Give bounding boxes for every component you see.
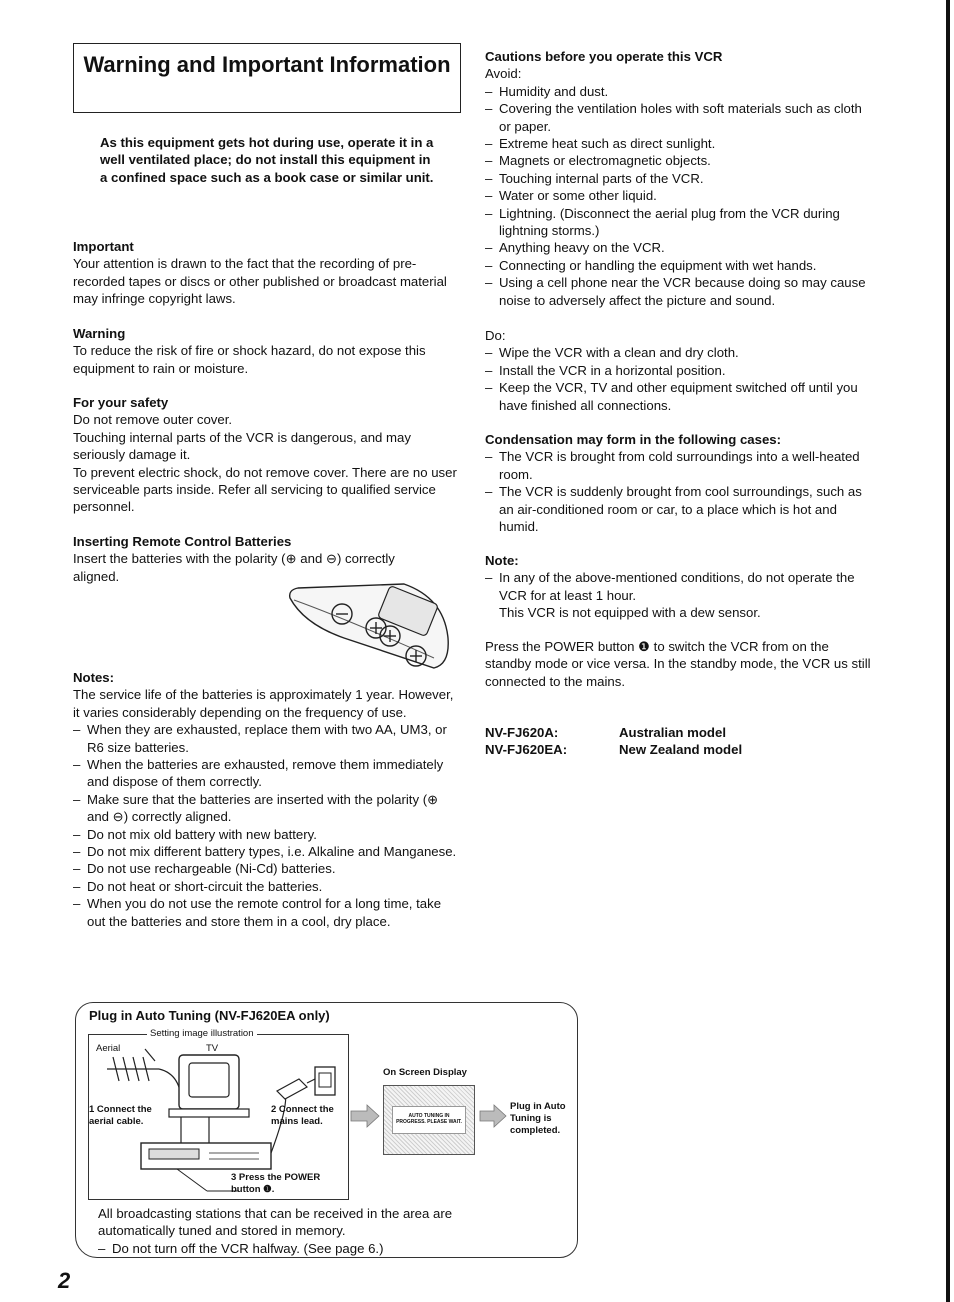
list-item: – When they are exhausted, replace them with two AA, UM3, or R6 size batteries. [73,721,463,756]
model-name: New Zealand model [619,742,743,758]
auto-tuning-box [75,1002,578,1258]
tv-label: TV [206,1043,219,1054]
do-label: Do: [485,328,506,343]
title-box [73,43,461,113]
list-item: – The VCR is suddenly brought from cool surroundings, such as an air-conditioned room or car, to a place which is hot and humid. [485,483,877,535]
step-press-power: 3 Press the POWER button ❶. [231,1172,321,1195]
list-item: – Do not turn off the VCR halfway. (See page 6.) [98,1240,478,1257]
remote-control-illustration [284,578,454,674]
on-screen-display [383,1085,475,1155]
list-item: – Using a cell phone near the VCR because doing so may cause noise to adversely affect the picture and sound. [485,274,877,309]
cautions-heading: Cautions before you operate this VCR [485,49,723,64]
warning-text: To reduce the risk of fire or shock hazard, do not expose this equipment to rain or moisture. [73,343,426,376]
step-connect-mains: 2 Connect the mains lead. [271,1104,334,1127]
batteries-heading: Inserting Remote Control Batteries [73,534,292,549]
warning-heading: Warning [73,326,126,341]
list-item: – Covering the ventilation holes with soft materials such as cloth or paper. [485,100,877,135]
osd-message: AUTO TUNING IN PROGRESS. PLEASE WAIT. [392,1106,466,1134]
list-item: – The VCR is brought from cold surroundings into a well-heated room. [485,448,877,483]
note-extra: This VCR is not equipped with a dew sensor. [499,605,761,621]
auto-tuning-title: Plug in Auto Tuning (NV-FJ620EA only) [89,1008,330,1023]
list-item: – Do not mix old battery with new battery. [73,826,463,843]
important-section [73,238,463,308]
condensation-heading: Condensation may form in the following cases: [485,432,782,447]
list-item: – Anything heavy on the VCR. [485,239,877,256]
arrow-right-icon [349,1103,381,1129]
batteries-text: Insert the batteries with the polarity (⊕ and ⊖) correctly aligned. [73,551,395,584]
arrow-right-icon [478,1103,508,1129]
note-heading: Note: [485,553,519,568]
model-code: NV-FJ620EA: [485,742,568,758]
condensation-section [485,431,877,535]
safety-heading: For your safety [73,395,169,410]
notes-heading: Notes: [73,670,115,685]
safety-section [73,394,463,516]
tuning-completed-text: Plug in Auto Tuning is completed. [510,1101,566,1136]
notes-section [73,669,463,930]
note-section [485,552,877,622]
list-item: – Lightning. (Disconnect the aerial plug from the VCR during lightning storms.) [485,205,877,240]
page-edge-rule [946,0,950,1302]
model-name: Australian model [619,725,726,740]
safety-line: Do not remove outer cover. [73,412,233,428]
ventilation-warning: As this equipment gets hot during use, operate it in a well ventilated place; do not install this equipment in a confined space such as a book case or similar unit. [100,135,434,185]
warning-section [73,325,463,377]
aerial-label: Aerial [96,1043,121,1054]
model-row [485,724,877,741]
model-list [485,724,877,759]
important-heading: Important [73,239,134,254]
list-item: – Magnets or electromagnetic objects. [485,152,877,169]
list-item: – In any of the above-mentioned conditions, do not operate the VCR for at least 1 hour. [485,569,877,604]
setup-illustration [88,1028,349,1200]
avoid-label: Avoid: [485,66,522,82]
list-item: – Install the VCR in a horizontal position. [485,362,877,379]
safety-line: To prevent electric shock, do not remove cover. There are no user serviceable parts inside. Refer all servicing to qualified service personnel. [73,464,457,515]
page-number: 2 [58,1268,71,1293]
osd-label: On Screen Display [383,1067,467,1078]
step-connect-aerial: 1 Connect the aerial cable. [89,1104,152,1127]
list-item: – Extreme heat such as direct sunlight. [485,135,877,152]
model-row [485,741,877,758]
list-item: – Do not heat or short-circuit the batteries. [73,878,463,895]
important-text: Your attention is drawn to the fact that the recording of pre-recorded tapes or discs or other published or broadcast material may infringe copyright laws. [73,256,447,307]
list-item: – When you do not use the remote control for a long time, take out the batteries and store them in a cool, dry place. [73,895,463,930]
list-item: – When the batteries are exhausted, remove them immediately and dispose of them correctly. [73,756,463,791]
notes-text: The service life of the batteries is approximately 1 year. However, it varies considerably depending on the frequency of use. [73,687,454,720]
list-item: – Wipe the VCR with a clean and dry cloth. [485,344,877,361]
list-item: – Humidity and dust. [485,83,877,100]
list-item: – Do not use rechargeable (Ni-Cd) batteries. [73,860,463,877]
do-section [485,327,877,414]
list-item: – Water or some other liquid. [485,187,877,204]
illustration-label: Setting image illustration [147,1028,257,1039]
list-item: – Connecting or handling the equipment with wet hands. [485,257,877,274]
power-paragraph: Press the POWER button ❶ to switch the VCR from on the standby mode or vice versa. In the standby mode, the VCR us still connected to the mains. [485,639,871,689]
list-item: – Keep the VCR, TV and other equipment switched off until you have finished all connections. [485,379,877,414]
list-item: – Make sure that the batteries are inserted with the polarity (⊕ and ⊖) correctly aligned. [73,791,463,826]
tuning-body: All broadcasting stations that can be received in the area are automatically tuned and stored in memory. – Do not turn off the VCR halfway. (See page 6.) [98,1205,478,1257]
model-code: NV-FJ620A: [485,725,559,740]
list-item: – Do not mix different battery types, i.e. Alkaline and Manganese. [73,843,463,860]
cautions-section [485,48,877,309]
list-item: – Touching internal parts of the VCR. [485,170,877,187]
safety-line: Touching internal parts of the VCR is dangerous, and may seriously damage it. [73,429,411,463]
page-title: Warning and Important Information [83,52,451,77]
